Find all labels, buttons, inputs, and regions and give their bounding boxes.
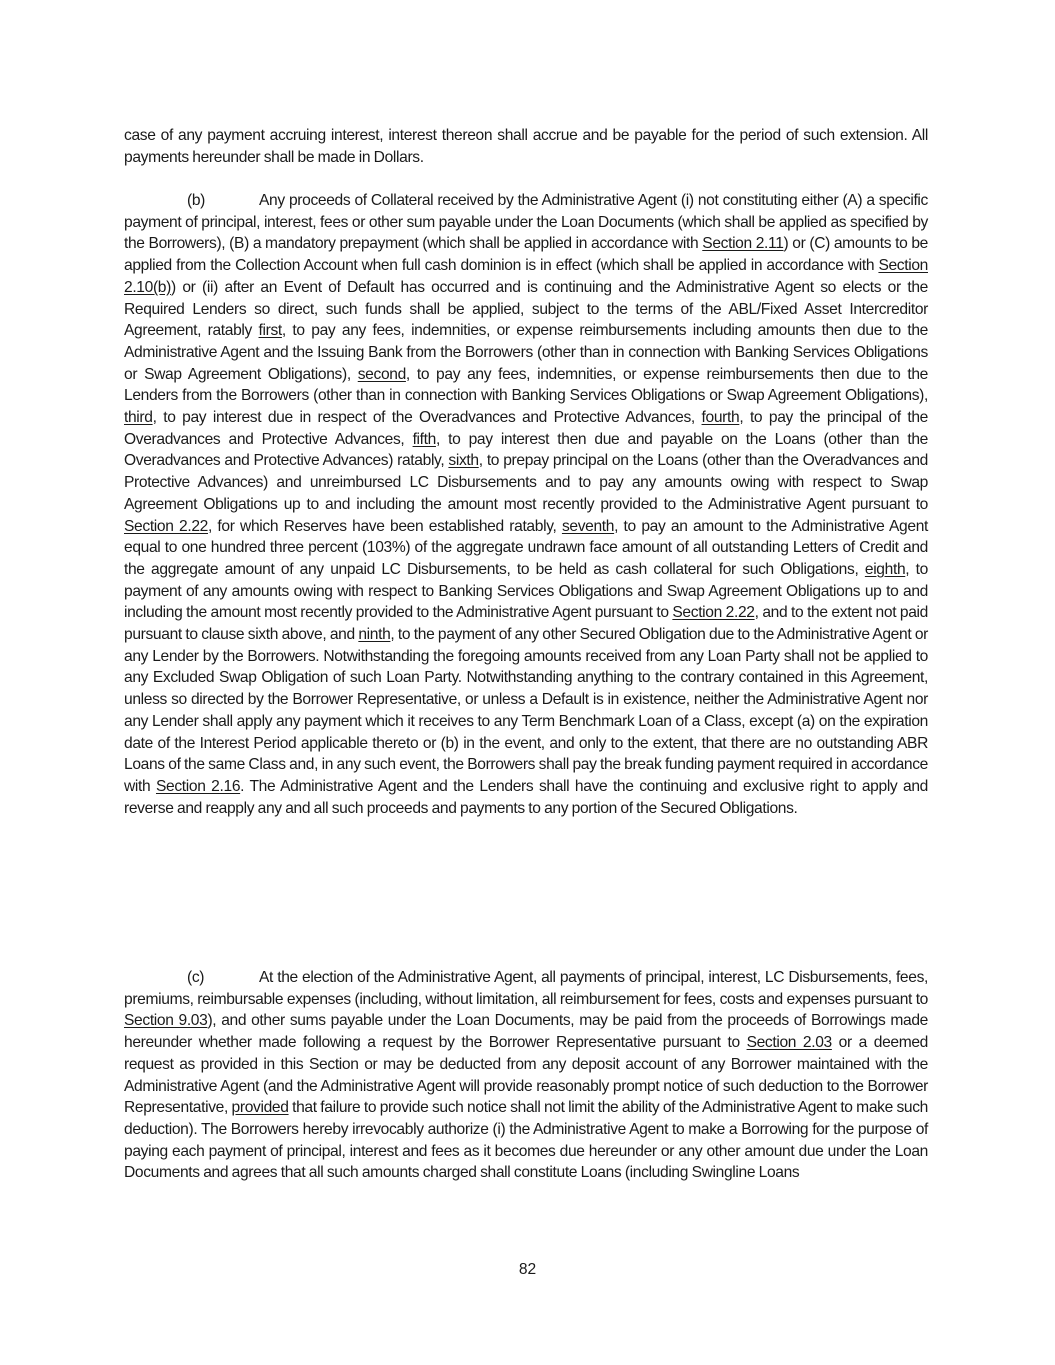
text-run: Any proceeds of Collateral received by the Administrative Agent (i) not constituting either (A) a specific payment of principal, interest, fees or other sum payable under the Loan Documents (which shall be applied as specified by the Borrowers), (B) a mandatory prepayment (which shall be applied in accordance with [124,192,928,253]
text-run: , to the payment of any other Secured Obligation due to the Administrative Agent or any Lender by the Borrowers. Notwithstanding the foregoing amounts received from any Loan Party shall not be applied to any Excluded Swap Obligation of such Loan Party. Notwithstanding anything to the contrary contained in this Agreement, unless so directed by the Borrower Representative, or unless a Default is in existence, neither the Administrative Agent nor any Lender shall apply any payment which it receives to any Term Benchmark Loan of a Class, except (a) on the expiration date of the Interest Period applicable thereto or (b) in the event, and only to the extent, that there are no outstanding ABR Loans of the same Class and, in any such event, the Borrowers shall pay the break funding payment required in accordance with [124,626,929,795]
priority-term-fifth: fifth [412,430,436,448]
section-reference: Section 2.22 [672,604,755,622]
text-run: , to pay any fees, indemnities, or expense reimbursements including amounts then due to the Administrative Agent and the Issuing Bank from the Borrowers (other than in connection with Banking Services Obligations or Swap Agreement Obligations), [124,322,928,383]
paragraph-c [124,967,928,1184]
priority-term-second: second [357,365,406,383]
text-run: At the election of the Administrative Agent, all payments of principal, interest, LC Disbursements, fees, premiums, reimbursable expenses (including, without limitation, all reimbursement for fees, costs and expenses pursuant to [124,969,928,1008]
proviso-term: provided [231,1099,289,1117]
text-run: ) or (ii) after an Event of Default has occurred and is continuing and the Administrative Agent so elects or the Required Lenders so direct, such funds shall be applied, subject to the terms of the ABL/Fixed Asset Intercreditor Agreement, ratably [124,278,928,340]
text-run: ) or (C) amounts to be applied from the Collection Account when full cash dominion is in effect (which shall be applied in accordance with [124,235,928,275]
section-reference: Section 2.22 [124,517,208,535]
text-run: or a deemed request as provided in this Section or may be deducted from any deposit account of any Borrower maintained with the Administrative Agent (and the Administrative Agent will provide reasonably prompt notice of such deduction to the Borrower Representative, [124,1034,928,1117]
text-run: . The Administrative Agent and the Lenders shall have the continuing and exclusive right to apply and reverse and reapply any and all such proceeds and payments to any portion of the Secured Obligations. [124,777,928,817]
priority-term-third: third [124,409,153,427]
text-run: ), and other sums payable under the Loan Documents, may be paid from the proceeds of Borrowings made hereunder whether made following a request by the Borrower Representative pursuant to [124,1012,928,1052]
priority-term-eighth: eighth [864,560,906,578]
priority-term-seventh: seventh [561,517,615,535]
section-reference: Section 2.11 [702,235,784,253]
section-reference: Section 2.16 [155,777,241,795]
text-run: , for which Reserves have been established ratably, [207,517,562,535]
text-run: , and to the extent not paid pursuant to clause sixth above, and [124,604,928,644]
text-run: , to pay interest then due and payable on the Loans (other than the Overadvances and Protective Advances) ratably, [124,430,928,470]
text-run: , to pay an amount to the Administrative Agent equal to one hundred three percent (103%) of the aggregate undrawn face amount of all outstanding Letters of Credit and the aggregate amount of any unpaid LC Disbursements, to be held as cash collateral for such Obligations, [124,517,928,578]
section-reference: Section 2.03 [746,1034,832,1052]
paragraph-text: case of any payment accruing interest, interest thereon shall accrue and be payable for the period of such extension. All payments hereunder shall be made in Dollars. [124,127,928,166]
section-reference: Section 2.10(b) [124,257,928,296]
priority-term-fourth: fourth [701,409,740,427]
page-number: 82 [518,1261,537,1278]
priority-term-sixth: sixth [448,452,479,470]
paragraph-marker: (c) [187,969,205,986]
text-run: , to pay interest due in respect of the Overadvances and Protective Advances, [152,409,702,427]
priority-term-ninth: ninth [358,626,391,644]
text-run: , to prepay principal on the Loans (other than the Overadvances and Protective Advances) and unreimbursed LC Disbursements and to pay any amounts owing with respect to Swap Agreement Obligations up to and including the amount most recently provided to the Administrative Agent pursuant to [124,452,928,513]
paragraph-b [124,190,928,819]
paragraph-marker: (b) [187,192,206,209]
text-run: , to payment of any amounts owing with respect to Banking Services Obligations and Swap Agreement Obligations up to and including the amount most recently provided to the Administrative Agent pursuant to [124,560,928,622]
section-reference: Section 9.03 [124,1012,208,1030]
text-run: , to pay the principal of the Overadvances and Protective Advances, [124,409,928,448]
text-run: that failure to provide such notice shall not limit the ability of the Administrative Agent to make such deduction). The Borrowers hereby irrevocably authorize (i) the Administrative Agent to make a Borrowing for the purpose of paying each payment of principal, interest and fees as it becomes due hereunder or any other amount due under the Loan Documents and agrees that all such amounts charged shall constitute Loans (including Swingline Loans [124,1099,929,1182]
text-run: , to pay any fees, indemnities, or expense reimbursements then due to the Lenders from the Borrowers (other than in connection with Banking Services Obligations or Swap Agreement Obligations), [124,365,928,405]
priority-term-first: first [258,322,282,340]
paragraph-a-continuation [124,125,928,168]
